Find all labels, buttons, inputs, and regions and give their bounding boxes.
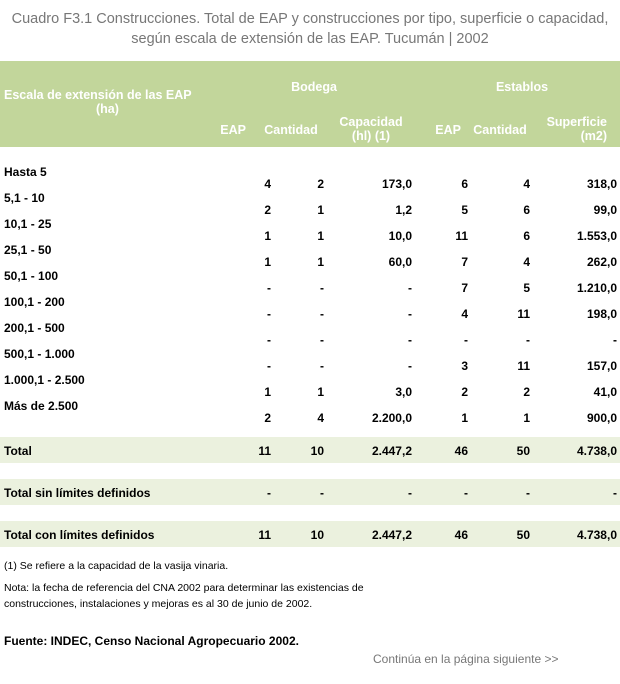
note-line-1: Nota: la fecha de referencia del CNA 2002 para determinar las existencias de [4, 582, 364, 594]
col-header-bodega-cantidad: Cantidad [264, 123, 318, 137]
total-cell: - [267, 486, 271, 500]
total-cell: 10 [310, 528, 324, 542]
table-row-label: 500,1 - 1.000 [4, 347, 75, 361]
stub-header-line-2: (ha) [96, 102, 119, 116]
table-row-label: 50,1 - 100 [4, 269, 59, 283]
table-row-label: Más de 2.500 [4, 399, 79, 413]
total-cell: 46 [454, 444, 468, 458]
table-cell: - [408, 333, 412, 347]
stub-header-line-1: Escala de extensión de las EAP [4, 88, 192, 102]
table-title [0, 9, 620, 49]
table-cell: 4 [264, 177, 271, 191]
table-cell: - [408, 359, 412, 373]
table-cell: 2.200,0 [371, 411, 412, 425]
table-cell: 7 [461, 255, 468, 269]
table-cell: 1.210,0 [576, 281, 617, 295]
total-cell: - [526, 486, 530, 500]
total-cell: 2.447,2 [371, 444, 412, 458]
table-cell: 5 [461, 203, 468, 217]
col-header-bodega-capacidad-line-2: (hl) (1) [351, 129, 391, 143]
table-cell: 198,0 [586, 307, 617, 321]
table-cell: 4 [317, 411, 324, 425]
table-cell: 1 [264, 385, 271, 399]
table-cell: 4 [461, 307, 468, 321]
col-header-establos-superficie-line-1: Superficie [546, 115, 607, 129]
table-cell: 6 [461, 177, 468, 191]
table-cell: 41,0 [593, 385, 617, 399]
table-cell: 10,0 [388, 229, 412, 243]
table-row-label: Hasta 5 [4, 165, 47, 179]
table-cell: 900,0 [586, 411, 617, 425]
total-cell: - [464, 486, 468, 500]
table-cell: 11 [455, 229, 468, 243]
total-cell: 11 [258, 528, 271, 542]
table-cell: 2 [264, 203, 271, 217]
table-cell: - [408, 307, 412, 321]
table-cell: 60,0 [388, 255, 412, 269]
table-cell: - [320, 359, 324, 373]
table-header [0, 61, 620, 147]
table-cell: 173,0 [381, 177, 412, 191]
table-cell: - [526, 333, 530, 347]
col-header-bodega-eap: EAP [220, 123, 246, 137]
total-cell: - [320, 486, 324, 500]
table-cell: - [267, 307, 271, 321]
table-cell: 1.553,0 [576, 229, 617, 243]
total-cell: - [613, 486, 617, 500]
group-header-establos: Establos [495, 80, 549, 94]
col-header-bodega-capacidad [330, 115, 412, 143]
table-cell: 1 [264, 255, 271, 269]
table-cell: 1 [317, 229, 324, 243]
total-row-label: Total con límites definidos [4, 528, 155, 542]
table-row-label: 25,1 - 50 [4, 243, 52, 257]
table-cell: 99,0 [593, 203, 617, 217]
note [4, 580, 364, 612]
table-cell: 2 [317, 177, 324, 191]
total-row-label: Total [4, 444, 32, 458]
table-cell: - [267, 281, 271, 295]
table-row-label: 200,1 - 500 [4, 321, 65, 335]
note-line-2: construcciones, instalaciones y mejoras es al 30 de junio de 2002. [4, 598, 313, 610]
title-line-2: según escala de extensión de las EAP. Tucumán | 2002 [131, 31, 489, 47]
table-cell: 1 [264, 229, 271, 243]
footnote: (1) Se refiere a la capacidad de la vasija vinaria. [4, 560, 229, 572]
title-line-1: Cuadro F3.1 Construcciones. Total de EAP y construcciones por tipo, superficie o capacidad, [11, 11, 609, 27]
table-cell: - [320, 307, 324, 321]
table-row-label: 10,1 - 25 [4, 217, 52, 231]
table-cell: 1 [317, 385, 324, 399]
col-header-establos-cantidad: Cantidad [473, 123, 527, 137]
source: Fuente: INDEC, Censo Nacional Agropecuario 2002. [4, 634, 299, 648]
table-cell: 11 [517, 307, 530, 321]
table-cell: - [267, 333, 271, 347]
total-cell: 11 [258, 444, 271, 458]
table-cell: 2 [523, 385, 530, 399]
table-cell: - [320, 281, 324, 295]
continue-link[interactable]: Continúa en la página siguiente >> [373, 652, 559, 666]
total-cell: 46 [454, 528, 468, 542]
stub-header [4, 88, 209, 116]
table-cell: 2 [264, 411, 271, 425]
col-header-bodega-capacidad-line-1: Capacidad [339, 115, 403, 129]
group-header-bodega: Bodega [291, 80, 337, 94]
col-header-establos-superficie [535, 115, 607, 143]
table-cell: 3 [461, 359, 468, 373]
table-row-label: 100,1 - 200 [4, 295, 65, 309]
col-header-establos-eap: EAP [435, 123, 461, 137]
table-cell: 1 [523, 411, 530, 425]
group-divider-establos [425, 172, 619, 173]
table-cell: 5 [523, 281, 530, 295]
table-cell: 318,0 [586, 177, 617, 191]
table-cell: 4 [523, 177, 530, 191]
table-cell: 1 [317, 255, 324, 269]
table-cell: - [613, 333, 617, 347]
total-cell: 50 [516, 444, 530, 458]
total-cell: 4.738,0 [576, 528, 617, 542]
col-header-establos-superficie-line-2: (m2) [580, 129, 607, 143]
group-divider-bodega [215, 172, 413, 173]
table-cell: - [320, 333, 324, 347]
table-cell: - [464, 333, 468, 347]
total-cell: 50 [516, 528, 530, 542]
table-cell: 7 [461, 281, 468, 295]
total-cell: 4.738,0 [576, 444, 617, 458]
total-cell: - [408, 486, 412, 500]
table-cell: 6 [523, 229, 530, 243]
table-cell: 11 [517, 359, 530, 373]
table-cell: 6 [523, 203, 530, 217]
table-cell: - [267, 359, 271, 373]
table-cell: 3,0 [395, 385, 412, 399]
table-cell: 4 [523, 255, 530, 269]
total-row-label: Total sin límites definidos [4, 486, 151, 500]
total-cell: 10 [310, 444, 324, 458]
table-row-label: 1.000,1 - 2.500 [4, 373, 85, 387]
table-row-label: 5,1 - 10 [4, 191, 45, 205]
table-cell: - [408, 281, 412, 295]
total-cell: 2.447,2 [371, 528, 412, 542]
table-cell: 1,2 [395, 203, 412, 217]
table-cell: 262,0 [586, 255, 617, 269]
table-cell: 2 [461, 385, 468, 399]
table-cell: 1 [461, 411, 468, 425]
table-cell: 1 [317, 203, 324, 217]
table-cell: 157,0 [586, 359, 617, 373]
